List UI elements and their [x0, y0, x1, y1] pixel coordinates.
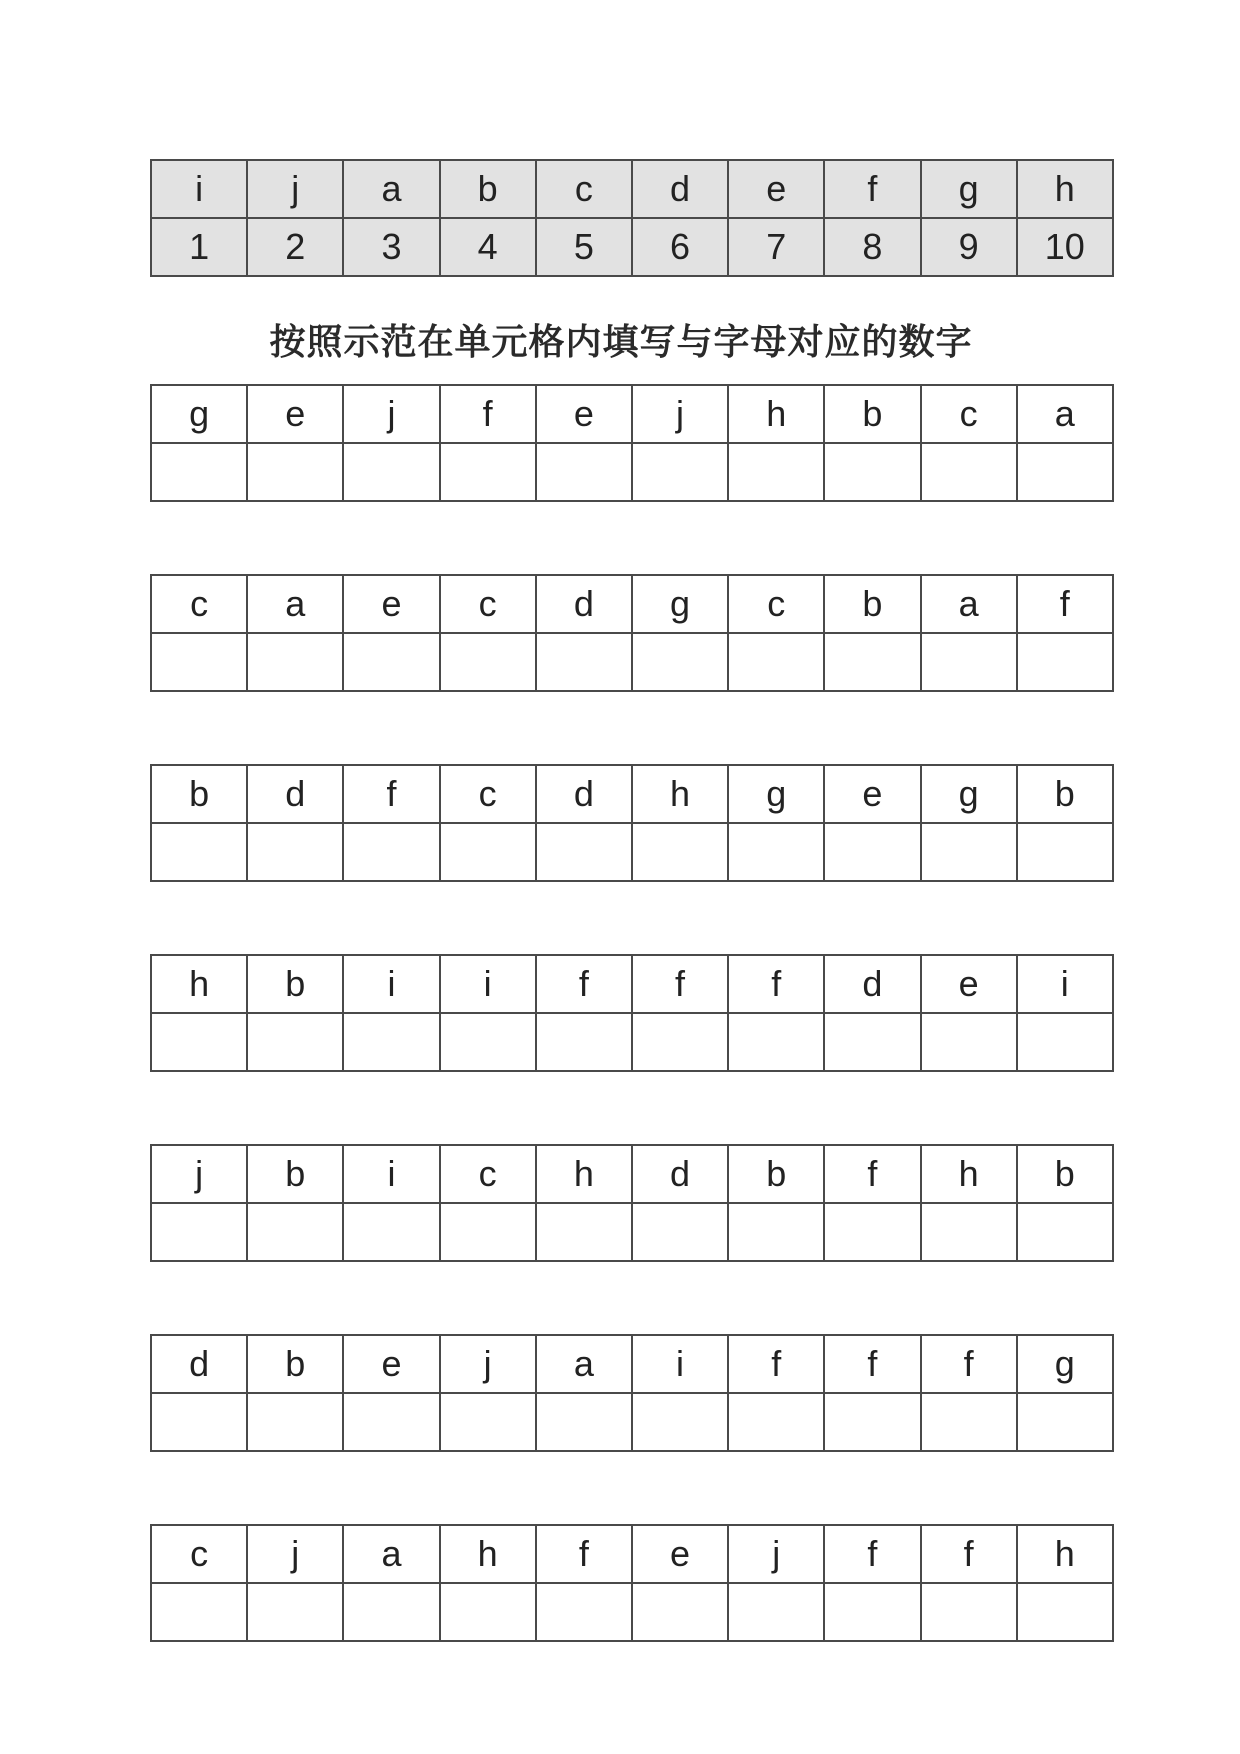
answer-cell[interactable]	[1017, 1583, 1113, 1641]
answer-cell[interactable]	[728, 1013, 824, 1071]
answer-cell[interactable]	[440, 1203, 536, 1261]
answer-cell[interactable]	[1017, 1013, 1113, 1071]
exercise-letter-row	[151, 765, 1113, 823]
key-number-cell: 8	[824, 218, 920, 276]
answer-cell[interactable]	[824, 823, 920, 881]
letter-cell: i	[343, 1145, 439, 1203]
answer-cell[interactable]	[343, 1203, 439, 1261]
answer-cell[interactable]	[343, 443, 439, 501]
key-letter-cell: b	[440, 160, 536, 218]
answer-cell[interactable]	[1017, 1203, 1113, 1261]
answer-cell[interactable]	[440, 1013, 536, 1071]
answer-cell[interactable]	[824, 1203, 920, 1261]
exercise-answer-row	[151, 1583, 1113, 1641]
answer-cell[interactable]	[247, 823, 343, 881]
letter-cell: d	[151, 1335, 247, 1393]
answer-cell[interactable]	[151, 443, 247, 501]
answer-cell[interactable]	[632, 1013, 728, 1071]
answer-cell[interactable]	[151, 1203, 247, 1261]
key-number-cell: 3	[343, 218, 439, 276]
answer-cell[interactable]	[247, 1013, 343, 1071]
answer-cell[interactable]	[728, 823, 824, 881]
answer-cell[interactable]	[151, 1393, 247, 1451]
answer-cell[interactable]	[728, 1203, 824, 1261]
exercise-letter-row	[151, 1335, 1113, 1393]
key-letter-cell: i	[151, 160, 247, 218]
letter-cell: g	[1017, 1335, 1113, 1393]
answer-cell[interactable]	[921, 823, 1017, 881]
letter-cell: g	[728, 765, 824, 823]
letter-cell: f	[728, 1335, 824, 1393]
letter-cell: f	[921, 1335, 1017, 1393]
key-letter-row	[151, 160, 1113, 218]
answer-cell[interactable]	[824, 633, 920, 691]
letter-cell: c	[151, 575, 247, 633]
exercise-answer-row	[151, 1393, 1113, 1451]
letter-cell: h	[921, 1145, 1017, 1203]
answer-cell[interactable]	[440, 633, 536, 691]
letter-cell: f	[824, 1145, 920, 1203]
answer-cell[interactable]	[921, 1013, 1017, 1071]
answer-cell[interactable]	[440, 823, 536, 881]
answer-cell[interactable]	[728, 1583, 824, 1641]
answer-cell[interactable]	[824, 1583, 920, 1641]
answer-cell[interactable]	[247, 633, 343, 691]
letter-cell: e	[632, 1525, 728, 1583]
answer-cell[interactable]	[343, 633, 439, 691]
answer-cell[interactable]	[151, 633, 247, 691]
exercise-table	[150, 1144, 1114, 1262]
answer-cell[interactable]	[247, 443, 343, 501]
letter-cell: c	[921, 385, 1017, 443]
answer-cell[interactable]	[440, 443, 536, 501]
letter-cell: f	[1017, 575, 1113, 633]
letter-cell: b	[247, 1335, 343, 1393]
letter-cell: a	[921, 575, 1017, 633]
answer-cell[interactable]	[728, 1393, 824, 1451]
answer-cell[interactable]	[1017, 823, 1113, 881]
key-number-cell: 5	[536, 218, 632, 276]
exercise-answer-row	[151, 823, 1113, 881]
exercise-letter-row	[151, 385, 1113, 443]
letter-cell: g	[632, 575, 728, 633]
letter-cell: i	[1017, 955, 1113, 1013]
letter-cell: e	[824, 765, 920, 823]
key-number-cell: 6	[632, 218, 728, 276]
answer-cell[interactable]	[536, 443, 632, 501]
answer-cell[interactable]	[632, 1583, 728, 1641]
letter-cell: j	[632, 385, 728, 443]
exercise-table	[150, 1334, 1114, 1452]
key-letter-cell: c	[536, 160, 632, 218]
letter-cell: j	[440, 1335, 536, 1393]
answer-cell[interactable]	[440, 1583, 536, 1641]
letter-cell: b	[1017, 1145, 1113, 1203]
exercise-table	[150, 954, 1114, 1072]
letter-cell: d	[247, 765, 343, 823]
answer-cell[interactable]	[343, 1013, 439, 1071]
letter-cell: h	[440, 1525, 536, 1583]
answer-cell[interactable]	[536, 823, 632, 881]
letter-cell: e	[343, 575, 439, 633]
key-number-cell: 7	[728, 218, 824, 276]
letter-cell: d	[536, 575, 632, 633]
answer-cell[interactable]	[343, 1393, 439, 1451]
key-letter-cell: d	[632, 160, 728, 218]
answer-cell[interactable]	[536, 633, 632, 691]
key-number-cell: 9	[921, 218, 1017, 276]
letter-cell: f	[632, 955, 728, 1013]
letter-cell: b	[247, 955, 343, 1013]
letter-cell: g	[921, 765, 1017, 823]
letter-cell: f	[536, 955, 632, 1013]
letter-cell: c	[440, 1145, 536, 1203]
instruction-heading: 按照示范在单元格内填写与字母对应的数字	[269, 322, 973, 363]
key-letter-cell: e	[728, 160, 824, 218]
answer-cell[interactable]	[921, 1203, 1017, 1261]
answer-cell[interactable]	[824, 443, 920, 501]
letter-cell: e	[343, 1335, 439, 1393]
answer-cell[interactable]	[921, 633, 1017, 691]
answer-cell[interactable]	[632, 1393, 728, 1451]
answer-cell[interactable]	[728, 633, 824, 691]
answer-cell[interactable]	[921, 1583, 1017, 1641]
letter-cell: g	[151, 385, 247, 443]
letter-cell: h	[151, 955, 247, 1013]
exercise-answer-row	[151, 633, 1113, 691]
letter-cell: b	[824, 575, 920, 633]
letter-cell: i	[343, 955, 439, 1013]
letter-cell: b	[247, 1145, 343, 1203]
exercise-table	[150, 384, 1114, 502]
letter-cell: f	[728, 955, 824, 1013]
answer-cell[interactable]	[632, 633, 728, 691]
letter-cell: d	[536, 765, 632, 823]
letter-cell: c	[440, 765, 536, 823]
exercise-table	[150, 1524, 1114, 1642]
letter-cell: j	[728, 1525, 824, 1583]
answer-cell[interactable]	[151, 823, 247, 881]
exercise-letter-row	[151, 1525, 1113, 1583]
letter-cell: i	[632, 1335, 728, 1393]
letter-cell: c	[440, 575, 536, 633]
letter-cell: e	[247, 385, 343, 443]
letter-cell: c	[151, 1525, 247, 1583]
key-number-cell: 10	[1017, 218, 1113, 276]
letter-cell: h	[728, 385, 824, 443]
letter-cell: d	[632, 1145, 728, 1203]
answer-cell[interactable]	[151, 1583, 247, 1641]
letter-cell: h	[536, 1145, 632, 1203]
letter-cell: f	[536, 1525, 632, 1583]
letter-cell: a	[536, 1335, 632, 1393]
key-number-cell: 4	[440, 218, 536, 276]
key-number-cell: 2	[247, 218, 343, 276]
answer-cell[interactable]	[440, 1393, 536, 1451]
exercise-letter-row	[151, 575, 1113, 633]
letter-cell: h	[1017, 1525, 1113, 1583]
key-letter-cell: a	[343, 160, 439, 218]
letter-cell: e	[921, 955, 1017, 1013]
answer-cell[interactable]	[921, 1393, 1017, 1451]
answer-cell[interactable]	[632, 823, 728, 881]
key-letter-cell: h	[1017, 160, 1113, 218]
key-number-row	[151, 218, 1113, 276]
answer-cell[interactable]	[921, 443, 1017, 501]
letter-cell: d	[824, 955, 920, 1013]
letter-cell: j	[247, 1525, 343, 1583]
exercise-letter-row	[151, 1145, 1113, 1203]
answer-cell[interactable]	[536, 1013, 632, 1071]
answer-cell[interactable]	[824, 1013, 920, 1071]
answer-cell[interactable]	[536, 1583, 632, 1641]
answer-cell[interactable]	[632, 1203, 728, 1261]
exercise-table	[150, 764, 1114, 882]
key-table	[150, 159, 1114, 277]
answer-cell[interactable]	[151, 1013, 247, 1071]
answer-cell[interactable]	[1017, 443, 1113, 501]
letter-cell: j	[343, 385, 439, 443]
letter-cell: j	[151, 1145, 247, 1203]
key-letter-cell: j	[247, 160, 343, 218]
letter-cell: c	[728, 575, 824, 633]
answer-cell[interactable]	[824, 1393, 920, 1451]
answer-cell[interactable]	[343, 1583, 439, 1641]
exercise-answer-row	[151, 443, 1113, 501]
answer-cell[interactable]	[1017, 633, 1113, 691]
answer-cell[interactable]	[1017, 1393, 1113, 1451]
letter-cell: h	[632, 765, 728, 823]
answer-cell[interactable]	[728, 443, 824, 501]
letter-cell: b	[1017, 765, 1113, 823]
letter-cell: b	[824, 385, 920, 443]
exercise-answer-row	[151, 1013, 1113, 1071]
letter-cell: a	[343, 1525, 439, 1583]
key-letter-cell: g	[921, 160, 1017, 218]
letter-cell: f	[824, 1525, 920, 1583]
key-number-cell: 1	[151, 218, 247, 276]
answer-cell[interactable]	[536, 1393, 632, 1451]
letter-cell: b	[151, 765, 247, 823]
letter-cell: f	[440, 385, 536, 443]
letter-cell: a	[247, 575, 343, 633]
letter-cell: f	[921, 1525, 1017, 1583]
letter-cell: f	[824, 1335, 920, 1393]
key-letter-cell: f	[824, 160, 920, 218]
answer-cell[interactable]	[247, 1393, 343, 1451]
answer-cell[interactable]	[343, 823, 439, 881]
answer-cell[interactable]	[632, 443, 728, 501]
exercise-letter-row	[151, 955, 1113, 1013]
letter-cell: e	[536, 385, 632, 443]
answer-cell[interactable]	[536, 1203, 632, 1261]
letter-cell: b	[728, 1145, 824, 1203]
letter-cell: a	[1017, 385, 1113, 443]
answer-cell[interactable]	[247, 1203, 343, 1261]
exercise-answer-row	[151, 1203, 1113, 1261]
letter-cell: f	[343, 765, 439, 823]
answer-cell[interactable]	[247, 1583, 343, 1641]
letter-cell: i	[440, 955, 536, 1013]
exercise-table	[150, 574, 1114, 692]
